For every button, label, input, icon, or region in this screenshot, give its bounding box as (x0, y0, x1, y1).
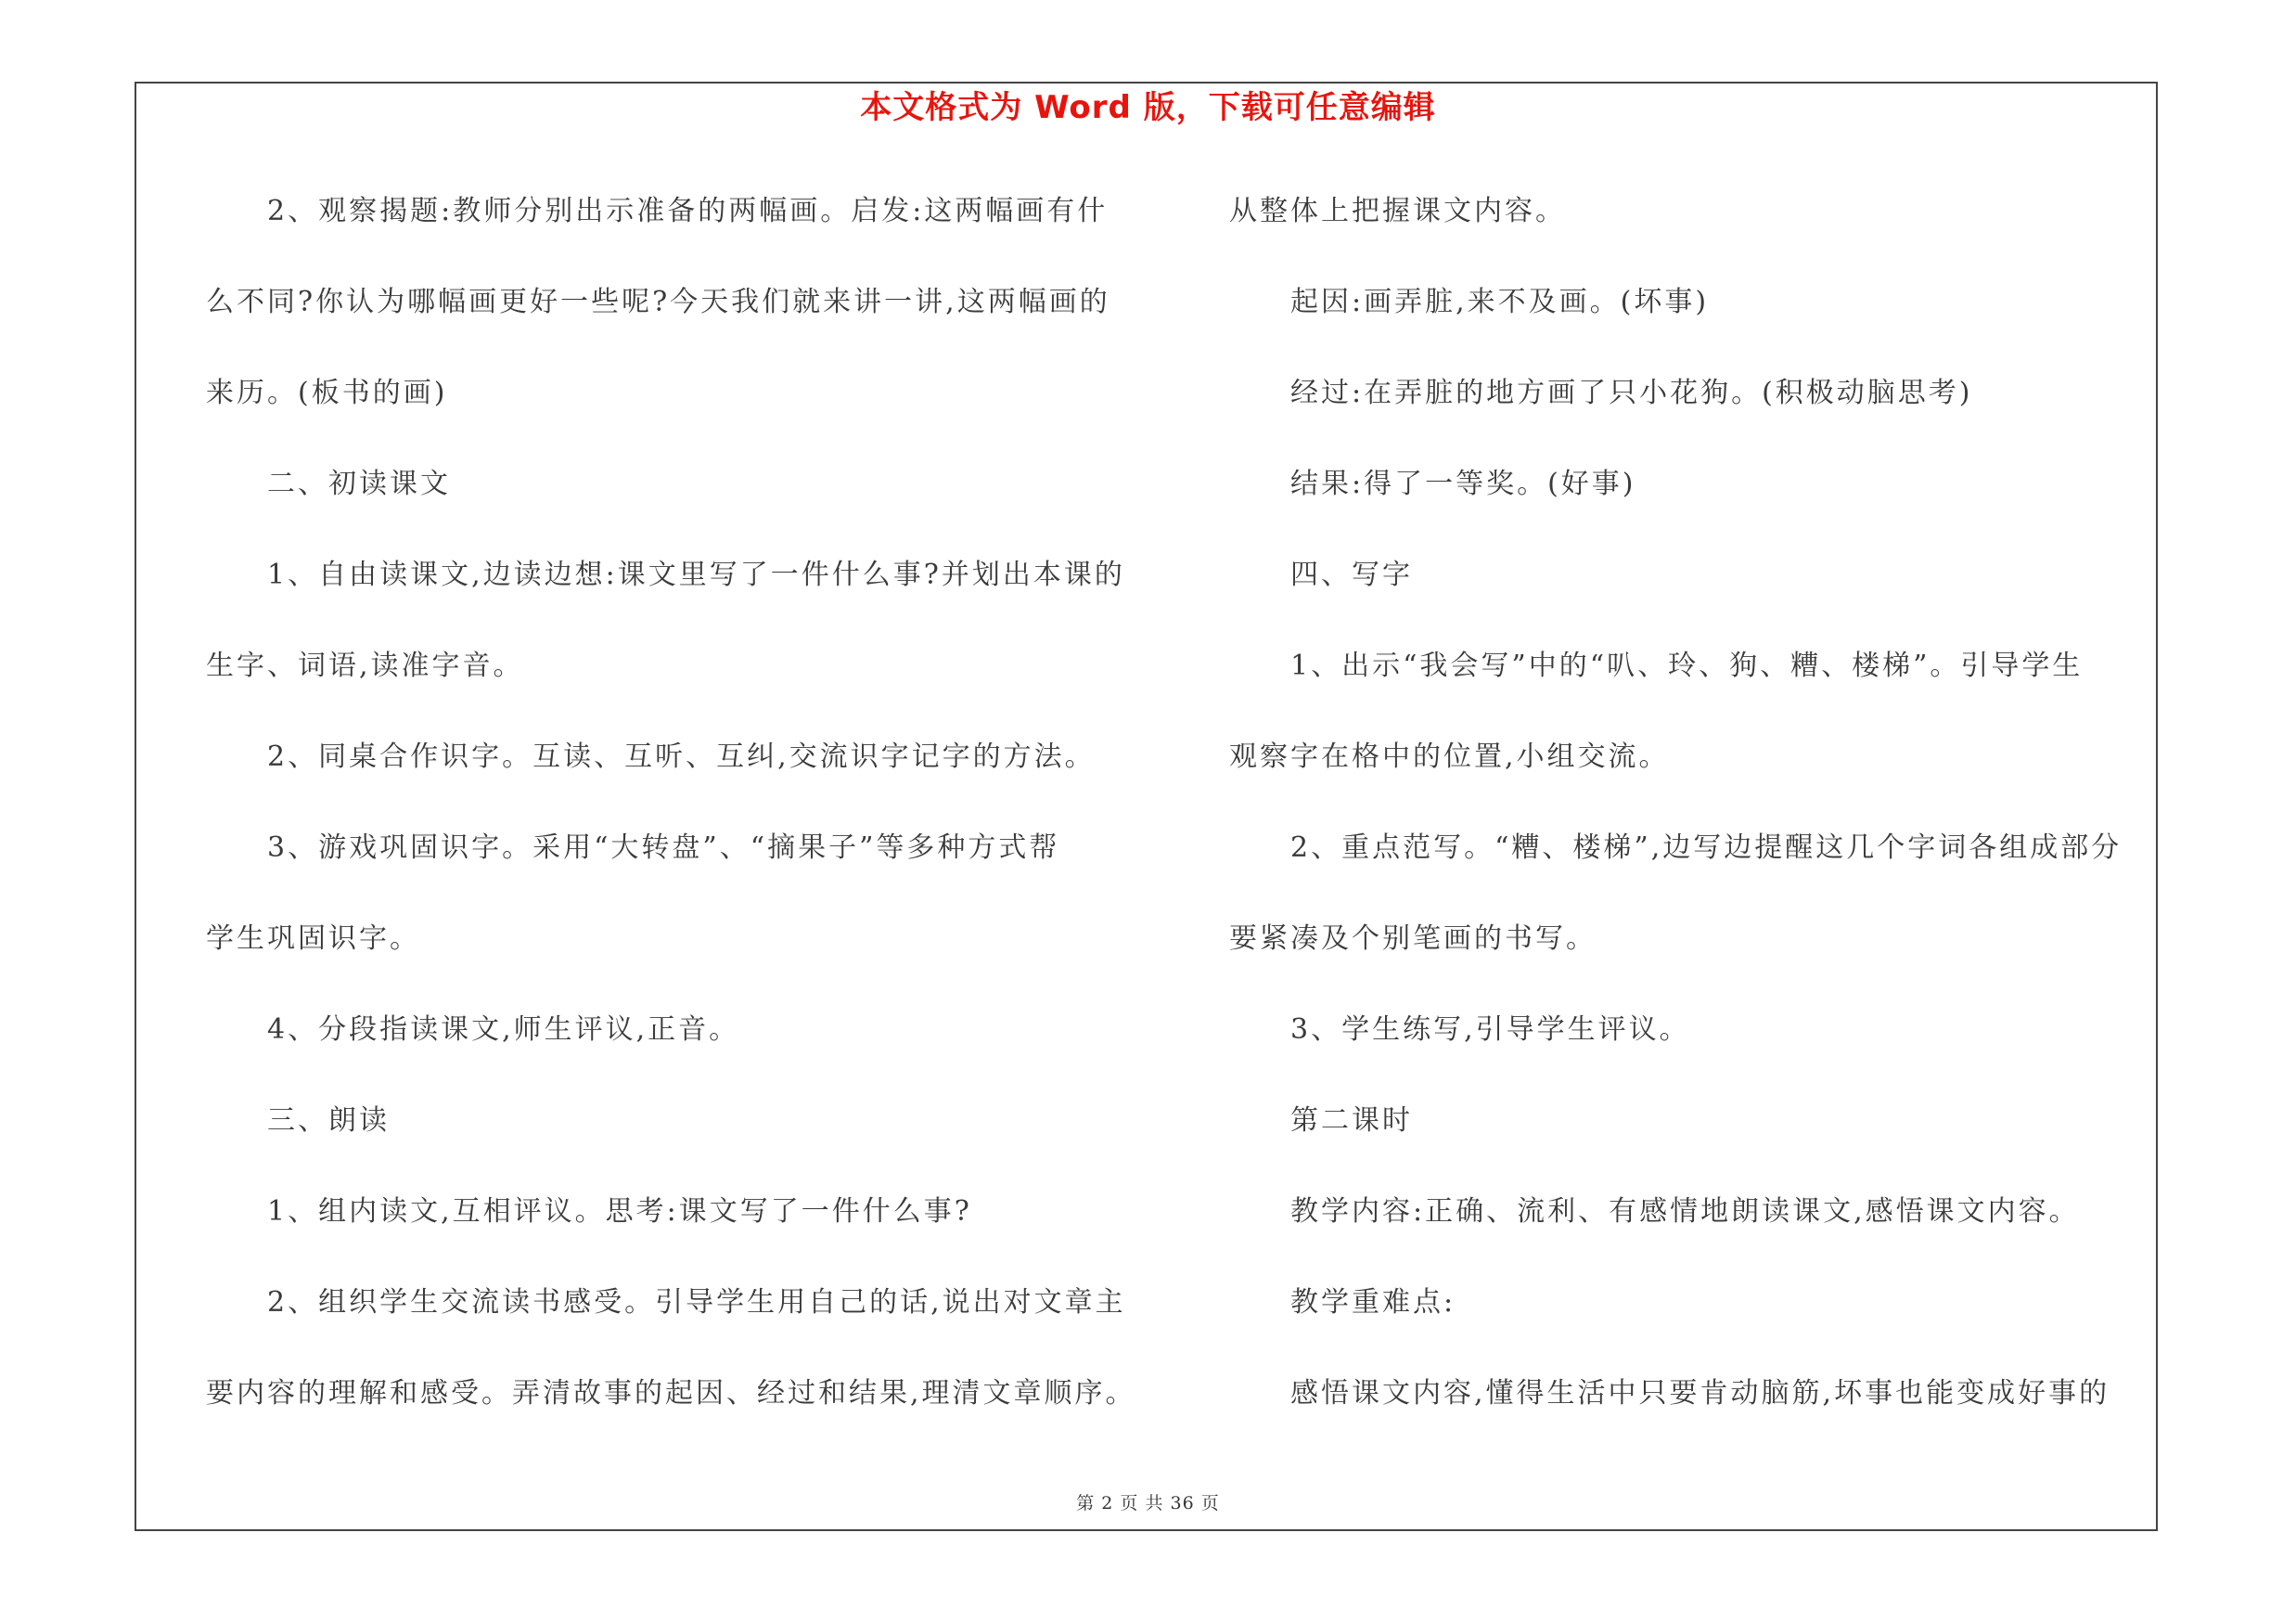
paragraph-line: 感悟课文内容,懂得生活中只要肯动脑筋,坏事也能变成好事的 (1290, 1377, 2110, 1410)
paragraph-line: 起因:画弄脏,来不及画。(坏事) (1290, 286, 1710, 318)
paragraph-line: 4、分段指读课文,师生评议,正音。 (267, 1013, 740, 1046)
paragraph-line: 来历。(板书的画) (206, 377, 448, 409)
paragraph-line: 2、组织学生交流读书感受。引导学生用自己的话,说出对文章主 (267, 1286, 1126, 1319)
paragraph-line: 2、观察揭题:教师分别出示准备的两幅画。启发:这两幅画有什 (267, 195, 1109, 227)
paragraph-line: 2、同桌合作识字。互读、互听、互纠,交流识字记字的方法。 (267, 741, 1096, 773)
paragraph-line: 观察字在格中的位置,小组交流。 (1229, 741, 1670, 773)
section-heading: 第二课时 (1290, 1104, 1413, 1137)
section-heading: 二、初读课文 (267, 468, 451, 500)
paragraph-line: 学生巩固识字。 (206, 922, 420, 955)
paragraph-line: 要内容的理解和感受。弄清故事的起因、经过和结果,理清文章顺序。 (206, 1377, 1136, 1410)
page-number: 第 2 页 共 36 页 (1076, 1493, 1220, 1514)
paragraph-line: 从整体上把握课文内容。 (1229, 195, 1566, 227)
paragraph-line: 2、重点范写。“糟、楼梯”,边写边提醒这几个字词各组成部分 (1290, 831, 2123, 864)
paragraph-line: 要紧凑及个别笔画的书写。 (1229, 922, 1597, 955)
paragraph-line: 教学内容:正确、流利、有感情地朗读课文,感悟课文内容。 (1290, 1195, 2080, 1228)
paragraph-line: 1、组内读文,互相评议。思考:课文写了一件什么事? (267, 1195, 972, 1228)
section-heading: 四、写字 (1290, 559, 1413, 591)
paragraph-line: 结果:得了一等奖。(好事) (1290, 468, 1636, 500)
paragraph-line: 教学重难点: (1290, 1286, 1456, 1319)
paragraph-line: 经过:在弄脏的地方画了只小花狗。(积极动脑思考) (1290, 377, 1973, 409)
paragraph-line: 3、学生练写,引导学生评议。 (1290, 1013, 1690, 1046)
paragraph-line: 1、出示“我会写”中的“叭、玲、狗、糟、楼梯”。引导学生 (1290, 650, 2084, 682)
paragraph-line: 3、游戏巩固识字。采用“大转盘”、“摘果子”等多种方式帮 (267, 831, 1060, 864)
section-heading: 三、朗读 (267, 1104, 390, 1137)
paragraph-line: 生字、词语,读准字音。 (206, 650, 524, 682)
paragraph-line: 么不同?你认为哪幅画更好一些呢?今天我们就来讲一讲,这两幅画的 (206, 286, 1110, 318)
paragraph-line: 1、自由读课文,边读边想:课文里写了一件什么事?并划出本课的 (267, 559, 1125, 591)
format-banner: 本文格式为 Word 版，下载可任意编辑 (860, 89, 1436, 126)
